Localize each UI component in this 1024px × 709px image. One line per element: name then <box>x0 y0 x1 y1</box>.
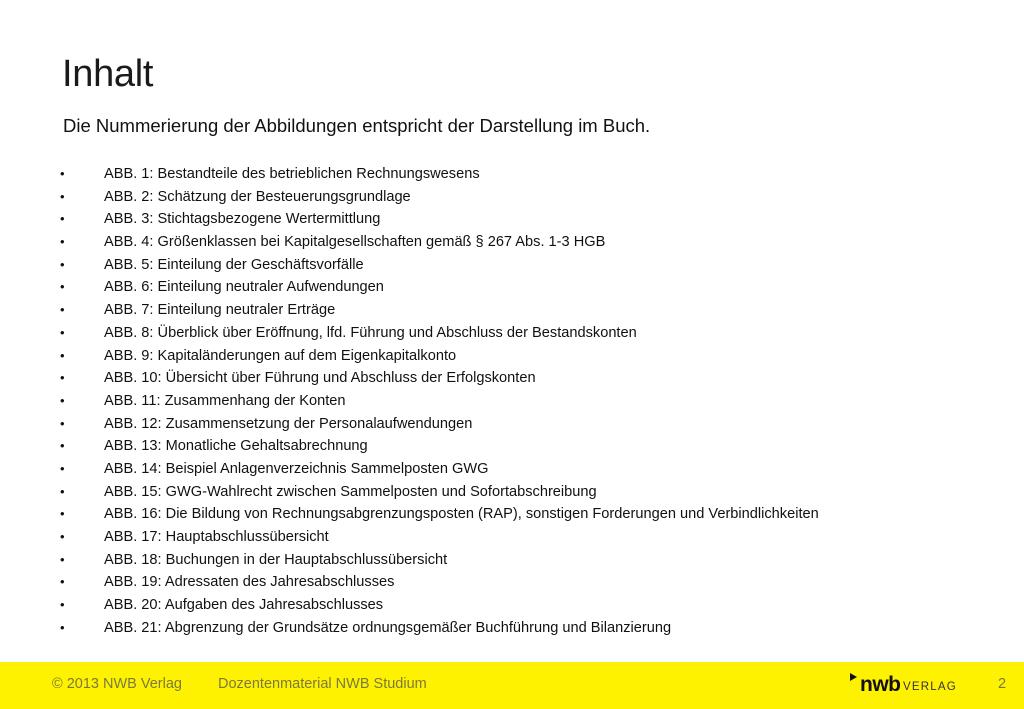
bullet: • <box>60 324 65 340</box>
list-item-text: ABB. 19: Adressaten des Jahresabschlusses <box>104 574 395 591</box>
list-item-text: ABB. 17: Hauptabschlussübersicht <box>104 529 329 545</box>
list-item <box>60 345 960 368</box>
list-item-text: ABB. 11: Zusammenhang der Konten <box>104 392 346 409</box>
logo-nwb-text: nwb <box>860 673 901 696</box>
bullet: • <box>60 597 65 613</box>
page-number: 2 <box>998 676 1007 692</box>
list-item <box>60 435 960 458</box>
list-item-text: ABB. 9: Kapitaländerungen auf dem Eigenkapitalkonto <box>104 347 457 364</box>
list-item-text: ABB. 18: Buchungen in der Hauptabschlussübersicht <box>104 551 448 568</box>
list-item <box>60 413 960 436</box>
bullet: • <box>60 574 65 590</box>
list-item-text: ABB. 16: Die Bildung von Rechnungsabgrenzungsposten (RAP), sonstigen Forderungen und Verbindlichkeiten <box>104 506 819 523</box>
list-item <box>60 617 960 640</box>
logo-arrow-icon <box>850 673 857 681</box>
logo-verlag-text: VERLAG <box>903 681 957 693</box>
bullet: • <box>60 619 65 635</box>
list-item <box>60 367 960 390</box>
bullet: • <box>60 415 65 431</box>
footer-copyright: © 2013 NWB Verlag <box>52 676 182 692</box>
list-item-text: ABB. 5: Einteilung der Geschäftsvorfälle <box>104 256 364 273</box>
nwb-verlag-logo <box>848 670 958 700</box>
list-item <box>60 594 960 617</box>
bullet: • <box>60 347 65 363</box>
bullet: • <box>60 506 65 522</box>
list-item-text: ABB. 21: Abgrenzung der Grundsätze ordnungsgemäßer Buchführung und Bilanzierung <box>104 619 672 636</box>
list-item <box>60 186 960 209</box>
bullet: • <box>60 392 65 408</box>
list-item <box>60 571 960 594</box>
bullet: • <box>60 529 65 544</box>
bullet: • <box>60 370 65 386</box>
list-item <box>60 458 960 481</box>
figure-list <box>60 163 960 639</box>
list-item-text: ABB. 4: Größenklassen bei Kapitalgesellschaften gemäß § 267 Abs. 1-3 HGB <box>104 234 606 251</box>
bullet: • <box>60 483 65 499</box>
list-item <box>60 299 960 322</box>
list-item <box>60 549 960 572</box>
list-item <box>60 526 960 549</box>
list-item <box>60 163 960 186</box>
bullet: • <box>60 302 65 318</box>
footer-material-label: Dozentenmaterial NWB Studium <box>218 676 427 692</box>
list-item <box>60 276 960 299</box>
list-item-text: ABB. 13: Monatliche Gehaltsabrechnung <box>104 438 368 455</box>
list-item <box>60 231 960 254</box>
list-item-text: ABB. 6: Einteilung neutraler Aufwendungen <box>104 279 384 296</box>
list-item-text: ABB. 3: Stichtagsbezogene Wertermittlung <box>104 211 381 228</box>
list-item <box>60 208 960 231</box>
bullet: • <box>60 188 65 204</box>
footer-bar <box>0 662 1024 709</box>
slide-subtitle: Die Nummerierung der Abbildungen entspricht der Darstellung im Buch. <box>63 115 651 136</box>
list-item <box>60 503 960 526</box>
list-item-text: ABB. 10: Übersicht über Führung und Abschluss der Erfolgskonten <box>104 370 536 387</box>
list-item <box>60 481 960 504</box>
slide-title: Inhalt <box>62 53 154 95</box>
bullet: • <box>60 166 65 181</box>
list-item-text: ABB. 8: Überblick über Eröffnung, lfd. Führung und Abschluss der Bestandskonten <box>104 324 637 341</box>
list-item-text: ABB. 1: Bestandteile des betrieblichen Rechnungswesens <box>104 166 480 182</box>
list-item <box>60 322 960 345</box>
bullet: • <box>60 551 65 567</box>
list-item <box>60 390 960 413</box>
bullet: • <box>60 234 65 250</box>
list-item-text: ABB. 14: Beispiel Anlagenverzeichnis Sammelposten GWG <box>104 460 489 477</box>
bullet: • <box>60 460 65 476</box>
list-item-text: ABB. 7: Einteilung neutraler Erträge <box>104 302 336 319</box>
list-item <box>60 254 960 277</box>
bullet: • <box>60 256 65 272</box>
bullet: • <box>60 279 65 295</box>
list-item-text: ABB. 20: Aufgaben des Jahresabschlusses <box>104 597 384 614</box>
list-item-text: ABB. 15: GWG-Wahlrecht zwischen Sammelposten und Sofortabschreibung <box>104 483 597 500</box>
list-item-text: ABB. 12: Zusammensetzung der Personalaufwendungen <box>104 415 473 432</box>
bullet: • <box>60 438 65 454</box>
list-item-text: ABB. 2: Schätzung der Besteuerungsgrundlage <box>104 188 411 205</box>
bullet: • <box>60 211 65 227</box>
